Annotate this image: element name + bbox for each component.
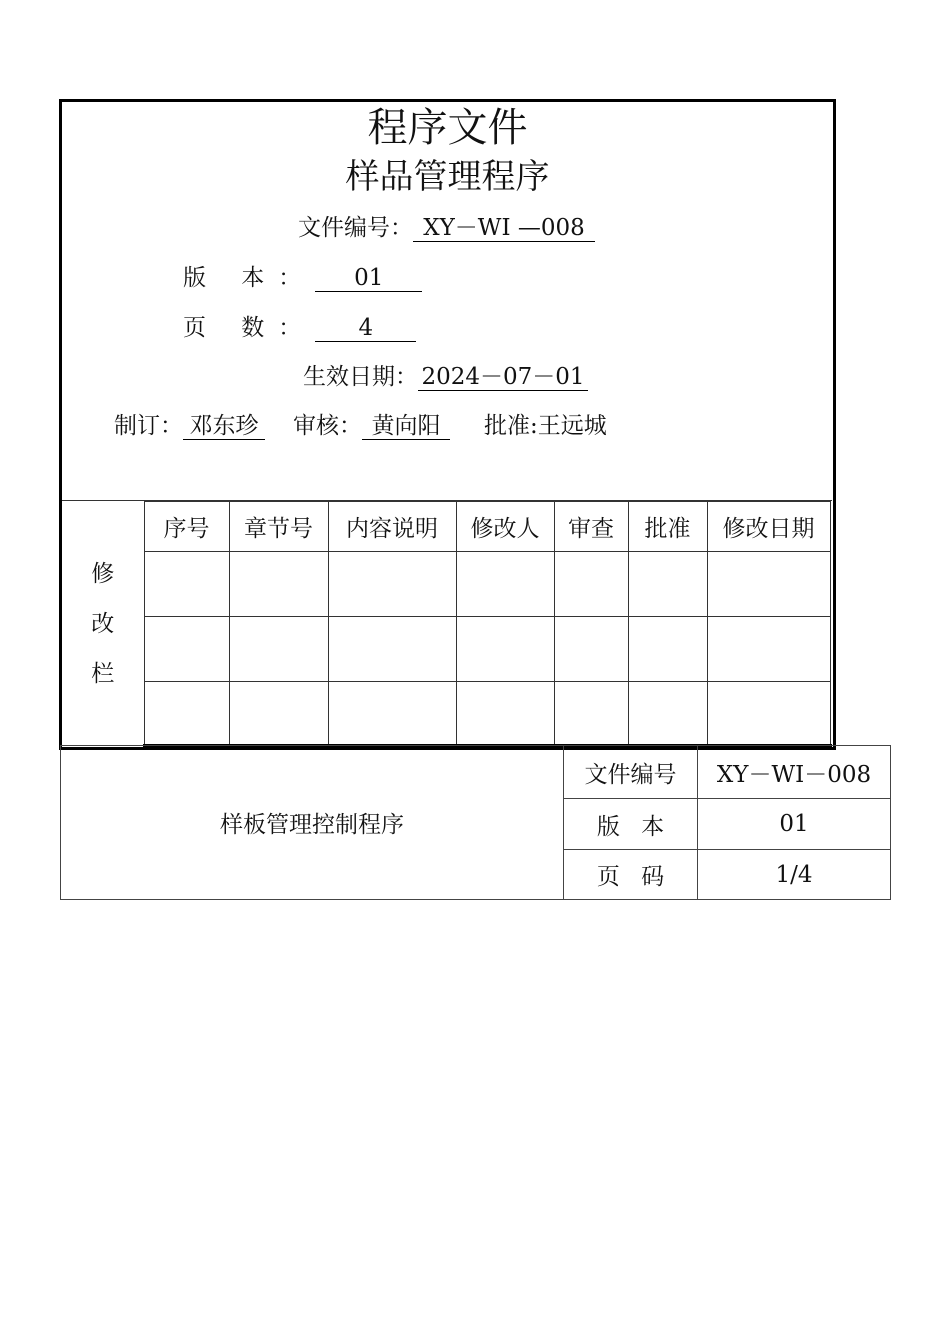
- table-row: [62, 682, 830, 746]
- column-header-modifier: 修改人: [456, 502, 554, 552]
- footer-page-value: 1/4: [698, 850, 891, 900]
- table-cell: [554, 617, 628, 682]
- approver-text: 批准:王远城: [484, 413, 607, 439]
- drafter-label: 制订：: [114, 413, 183, 439]
- table-cell: [628, 552, 707, 617]
- table-cell: [554, 552, 628, 617]
- table-cell: [328, 617, 456, 682]
- doc-number-value: XY－WI —008: [413, 215, 595, 242]
- reviewer-value: 黄向阳: [362, 413, 450, 440]
- footer-table: [60, 745, 891, 900]
- doc-number-label: 文件编号：: [298, 215, 413, 241]
- footer-doc-name: 样板管理控制程序: [61, 746, 564, 900]
- revision-header-row: [62, 502, 830, 552]
- table-cell: [456, 617, 554, 682]
- revision-table: [62, 501, 831, 746]
- table-row: [62, 617, 830, 682]
- effective-date-value: 2024－07－01: [418, 364, 588, 391]
- revision-side-label: [62, 502, 144, 746]
- side-char: 栏: [91, 660, 115, 687]
- doc-number-line: [298, 213, 595, 243]
- drafter-value: 邓东珍: [183, 413, 265, 440]
- column-header-review: 审查: [554, 502, 628, 552]
- column-header-content: 内容说明: [328, 502, 456, 552]
- footer-doc-number-label: 文件编号: [564, 746, 698, 799]
- pages-line: [183, 313, 416, 343]
- footer-version-label: 版 本: [564, 799, 698, 850]
- column-header-date: 修改日期: [707, 502, 830, 552]
- table-cell: [456, 552, 554, 617]
- table-cell: [229, 682, 328, 746]
- table-cell: [707, 682, 830, 746]
- footer-doc-number-value: XY－WI－008: [698, 746, 891, 799]
- column-header-approve: 批准: [628, 502, 707, 552]
- table-cell: [456, 682, 554, 746]
- table-cell: [328, 552, 456, 617]
- table-cell: [229, 552, 328, 617]
- table-cell: [144, 552, 229, 617]
- version-label: 版 本：: [183, 265, 316, 291]
- side-char: 修: [91, 560, 115, 587]
- signature-line: [114, 411, 607, 441]
- table-cell: [707, 552, 830, 617]
- column-header-seq: 序号: [144, 502, 229, 552]
- effective-date-label: 生效日期：: [303, 364, 418, 390]
- pages-label: 页 数：: [183, 315, 316, 341]
- table-cell: [707, 617, 830, 682]
- table-cell: [229, 617, 328, 682]
- table-cell: [328, 682, 456, 746]
- table-cell: [554, 682, 628, 746]
- procedure-name: 样品管理程序: [345, 157, 550, 197]
- version-line: [183, 263, 422, 293]
- table-cell: [144, 682, 229, 746]
- table-cell: [144, 617, 229, 682]
- table-cell: [628, 682, 707, 746]
- side-char: 改: [91, 610, 115, 637]
- column-header-section: 章节号: [229, 502, 328, 552]
- pages-value: 4: [315, 315, 416, 342]
- effective-date-line: [303, 362, 588, 392]
- page-title: 程序文件: [367, 105, 528, 151]
- version-value: 01: [315, 265, 422, 292]
- reviewer-label: 审核：: [293, 413, 362, 439]
- table-row: [62, 552, 830, 617]
- footer-page-label: 页 码: [564, 850, 698, 900]
- table-cell: [628, 617, 707, 682]
- footer-version-value: 01: [698, 799, 891, 850]
